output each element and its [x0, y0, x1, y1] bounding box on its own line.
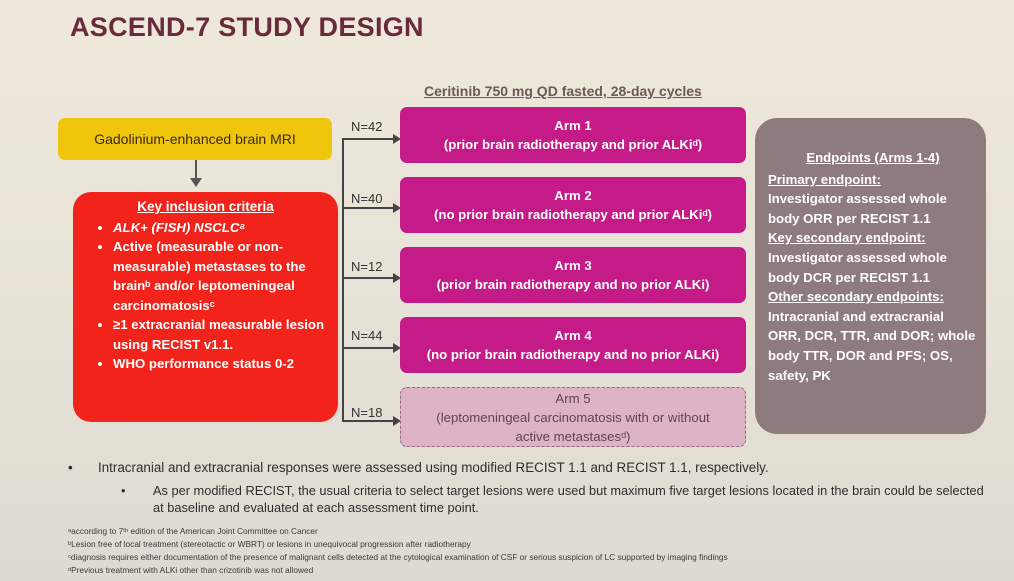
arm-connector	[342, 420, 398, 422]
arm-name: Arm 3	[554, 258, 592, 273]
arm-name: Arm 4	[554, 328, 592, 343]
arm-n-label: N=40	[351, 191, 383, 206]
mri-label: Gadolinium-enhanced brain MRI	[94, 131, 296, 147]
inclusion-list	[93, 218, 330, 374]
arm-4-box	[400, 317, 746, 373]
arm-3-box	[400, 247, 746, 303]
arm-desc: (no prior brain radiotherapy and no prior ALKi)	[426, 347, 720, 362]
key-secondary-label: Key secondary endpoint:	[768, 230, 926, 246]
inclusion-item: • ≥1 extracranial measurable lesion using RECIST v1.1.	[113, 315, 330, 354]
arm-desc: (no prior brain radiotherapy and prior ALKiᵈ)	[434, 207, 712, 222]
arm-n-label: N=44	[351, 328, 383, 343]
footnote: ᵈPrevious treatment with ALKi other than crizotinib was not allowed	[68, 565, 314, 575]
flow-arrow-head	[190, 178, 202, 187]
other-secondary-label: Other secondary endpoints:	[768, 289, 944, 305]
mri-box	[58, 118, 332, 160]
arm-desc: (prior brain radiotherapy and prior ALKiᵈ)	[443, 137, 703, 152]
page-title: ASCEND-7 STUDY DESIGN	[70, 12, 424, 42]
arm-connector	[342, 277, 398, 279]
note-sub-text: As per modified RECIST, the usual criteria to select target lesions were used but maximum five target lesions located in the brain could be selected at baseline and evaluated at each assessment time point.	[153, 483, 984, 515]
arm-n-label: N=12	[351, 259, 383, 274]
inclusion-item: • Active (measurable or non-measurable) metastases to the brainᵇ and/or leptomeningeal carcinomatosisᶜ	[113, 237, 330, 315]
arm-5-box	[400, 387, 746, 447]
note-bullet: • Intracranial and extracranial responses were assessed using modified RECIST 1.1 and RECIST 1.1, respectively.	[68, 460, 769, 475]
arm-name: Arm 1	[554, 118, 592, 133]
inclusion-criteria-box	[73, 192, 338, 422]
branch-connector	[342, 138, 344, 421]
arm-connector	[342, 138, 398, 140]
arm-n-label: N=18	[351, 405, 383, 420]
arm-connector	[342, 207, 398, 209]
arm-name: Arm 5	[555, 390, 591, 406]
arm-n-label: N=42	[351, 119, 383, 134]
endpoints-box	[755, 118, 986, 434]
note-sub-bullet: • As per modified RECIST, the usual criteria to select target lesions were used but maximum five target lesions located in the brain could be selected at baseline and evaluated at each assessment time point.	[128, 482, 988, 516]
inclusion-title: Key inclusion criteria	[137, 199, 274, 214]
inclusion-item: • WHO performance status 0-2	[113, 354, 330, 374]
regimen-label: Ceritinib 750 mg QD fasted, 28-day cycles	[424, 83, 702, 99]
endpoints-title: Endpoints (Arms 1-4)	[806, 150, 940, 165]
arm-desc: (prior brain radiotherapy and no prior ALKi)	[436, 277, 710, 292]
inclusion-item	[113, 218, 330, 238]
arm-1-box	[400, 107, 746, 163]
arm-connector	[342, 347, 398, 349]
footnote: ᵇLesion free of local treatment (stereotactic or WBRT) or lesions in unequivocal progression after radiotherapy	[68, 539, 471, 549]
note-text: Intracranial and extracranial responses were assessed using modified RECIST 1.1 and RECIST 1.1, respectively.	[98, 460, 769, 475]
arm-2-box	[400, 177, 746, 233]
flow-arrow-line	[195, 160, 197, 180]
arm-name: Arm 2	[554, 188, 592, 203]
footnote: ᶜdiagnosis requires either documentation of the presence of malignant cells detected at the cytological examination of CSF or serious suspicion of LC supported by imaging findings	[68, 552, 728, 562]
primary-endpoint: Investigator assessed whole body ORR per RECIST 1.1	[768, 191, 947, 226]
primary-endpoint-label: Primary endpoint:	[768, 171, 881, 187]
other-secondary-endpoints: Intracranial and extracranial ORR, DCR, TTR, and DOR; whole body TTR, DOR and PFS; OS, safety, PK	[768, 308, 976, 383]
inclusion-item-text: ALK+ (FISH) NSCLCᵃ	[113, 219, 245, 235]
key-secondary-endpoint: Investigator assessed whole body DCR per RECIST 1.1	[768, 249, 947, 285]
footnote: ᵃaccording to 7ᵗʰ edition of the American Joint Committee on Cancer	[68, 526, 318, 536]
arm-desc: (leptomeningeal carcinomatosis with or without active metastasesᵈ)	[436, 409, 710, 444]
